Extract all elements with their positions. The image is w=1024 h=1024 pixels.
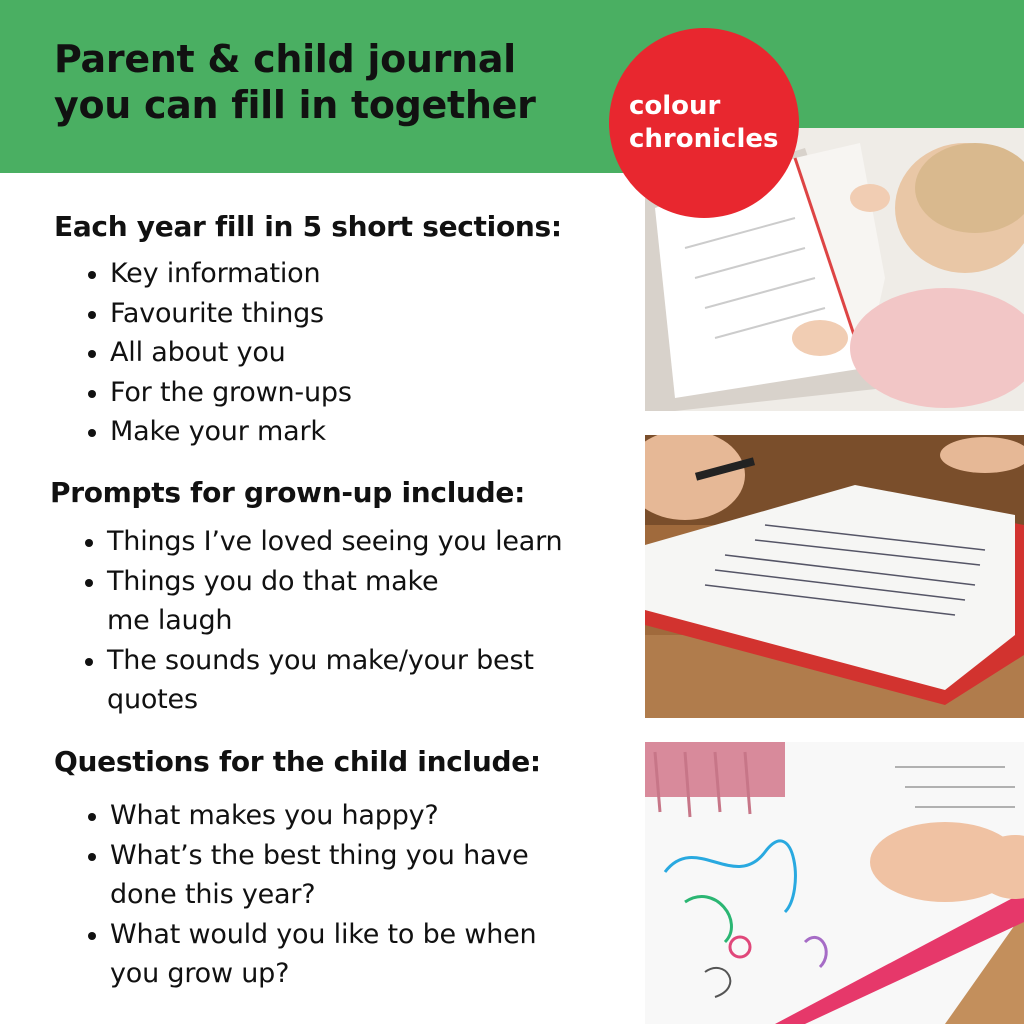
title-line-1: Parent & child journal [54, 37, 516, 81]
logo-line-2: chronicles [629, 124, 779, 154]
list-item: What’s the best thing you have done this year? [86, 836, 536, 915]
brand-logo-text [629, 90, 778, 156]
photo-child-drawing [645, 742, 1024, 1024]
photo-writing-in-journal [645, 435, 1024, 718]
page-title [54, 36, 536, 128]
list-item: What makes you happy? [86, 796, 536, 836]
sections-list [86, 254, 352, 452]
brand-logo [609, 28, 799, 218]
list-item: Make your mark [86, 412, 352, 452]
list-item: The sounds you make/your best quotes [83, 641, 562, 720]
list-item: All about you [86, 333, 352, 373]
list-item: For the grown-ups [86, 373, 352, 413]
section-heading-prompts: Prompts for grown-up include: [50, 476, 525, 509]
prompts-list [83, 522, 562, 720]
list-item: Things I’ve loved seeing you learn [83, 522, 562, 562]
title-line-2: you can fill in together [54, 83, 536, 127]
questions-list [86, 796, 536, 994]
section-heading-sections: Each year fill in 5 short sections: [54, 210, 562, 243]
list-item: Favourite things [86, 294, 352, 334]
logo-line-1: colour [629, 91, 721, 121]
section-heading-questions: Questions for the child include: [54, 745, 541, 778]
list-item: Things you do that make me laugh [83, 562, 562, 641]
list-item: What would you like to be when you grow up? [86, 915, 536, 994]
list-item: Key information [86, 254, 352, 294]
